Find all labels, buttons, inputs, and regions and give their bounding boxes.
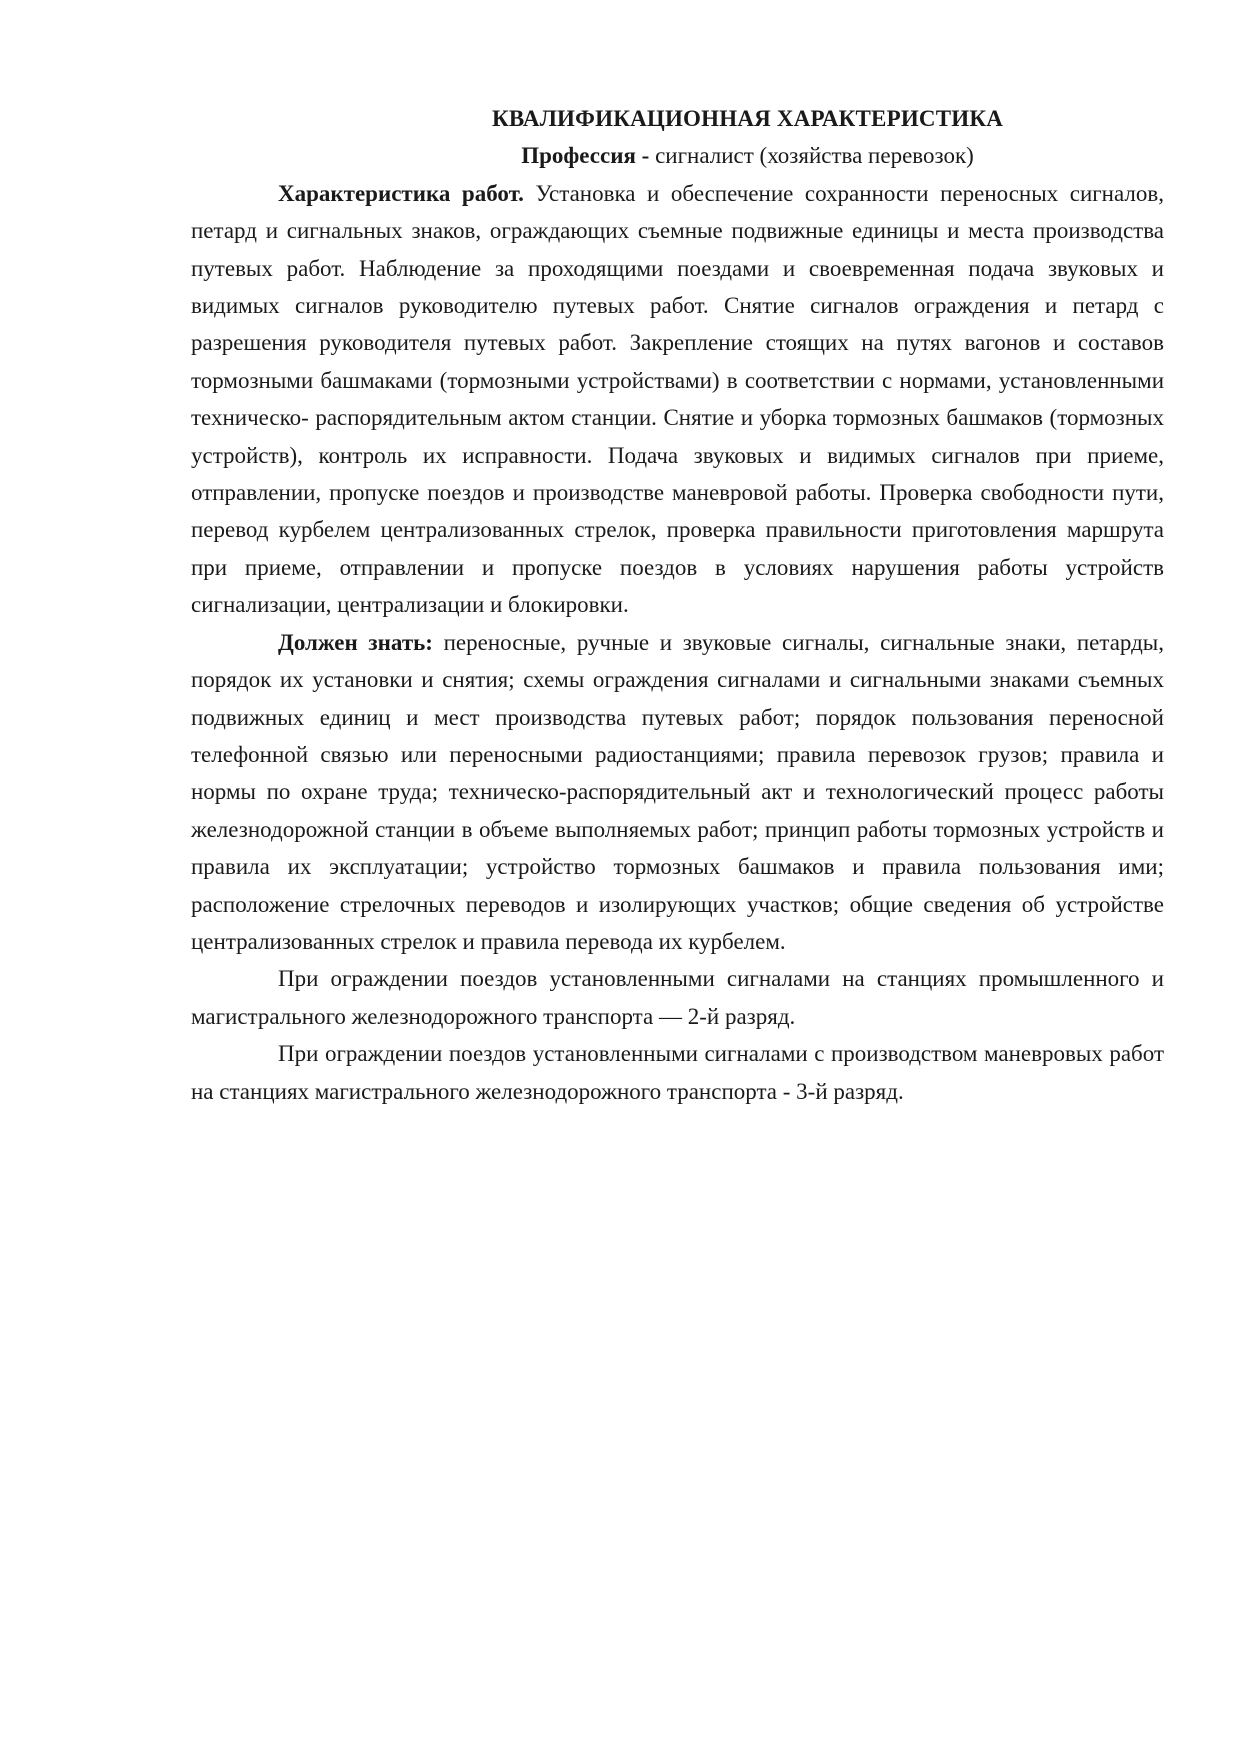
work-characteristics-text: Установка и обеспечение сохранности переносных сигналов, петард и сигнальных знаков, ограждающих съемные подвижные единицы и места производства путевых работ. Наблюдение за проходящими поездами и своевременная подача звуковых и видимых сигналов руководителю путевых работ. Снятие сигналов ограждения и петард с разрешения руководителя путевых работ. Закрепление стоящих на путях вагонов и составов тормозными башмаками (тормозными устройствами) в соответствии с нормами, установленными техническо- распорядительным актом станции. Снятие и уборка тормозных башмаков (тормозных устройств), контроль их исправности. Подача звуковых и видимых сигналов при приеме, отправлении, пропуске поездов и производстве маневровой работы. Проверка свободности пути, перевод курбелем централизованных стрелок, проверка правильности приготовления маршрута при приеме, отправлении и пропуске поездов в условиях нарушения работы устройств сигнализации, централизации и блокировки. — [191, 180, 1164, 618]
profession-label: Профессия - — [521, 143, 650, 169]
required-knowledge-paragraph — [191, 624, 1164, 961]
grade-2-paragraph: При ограждении поездов установленными сигналами на станциях промышленного и магистрального железнодорожного транспорта — 2-й разряд. — [191, 966, 1164, 1029]
document-page — [191, 100, 1164, 1110]
work-characteristics-paragraph — [191, 175, 1164, 624]
profession-value: сигналист (хозяйства перевозок) — [649, 143, 974, 169]
grade-3-paragraph: При ограждении поездов установленными сигналами с производством маневровых работ на станциях магистрального железнодорожного транспорта - 3-й разряд. — [191, 1041, 1164, 1104]
profession-line — [191, 137, 1164, 174]
work-characteristics-label: Характеристика работ. — [278, 180, 524, 206]
document-title: КВАЛИФИКАЦИОННАЯ ХАРАКТЕРИСТИКА — [491, 106, 1004, 131]
required-knowledge-label: Должен знать: — [278, 629, 433, 655]
required-knowledge-text: переносные, ручные и звуковые сигналы, сигнальные знаки, петарды, порядок их установки и снятия; схемы ограждения сигналами и сигнальными знаками съемных подвижных единиц и мест производства путевых работ; порядок пользования переносной телефонной связью или переносными радиостанциями; правила перевозок грузов; правила и нормы по охране труда; техническо-распорядительный акт и технологический процесс работы железнодорожной станции в объеме выполняемых работ; принцип работы тормозных устройств и правила их эксплуатации; устройство тормозных башмаков и правила пользования ими; расположение стрелочных переводов и изолирующих участков; общие сведения об устройстве централизованных стрелок и правила перевода их курбелем. — [191, 629, 1165, 954]
